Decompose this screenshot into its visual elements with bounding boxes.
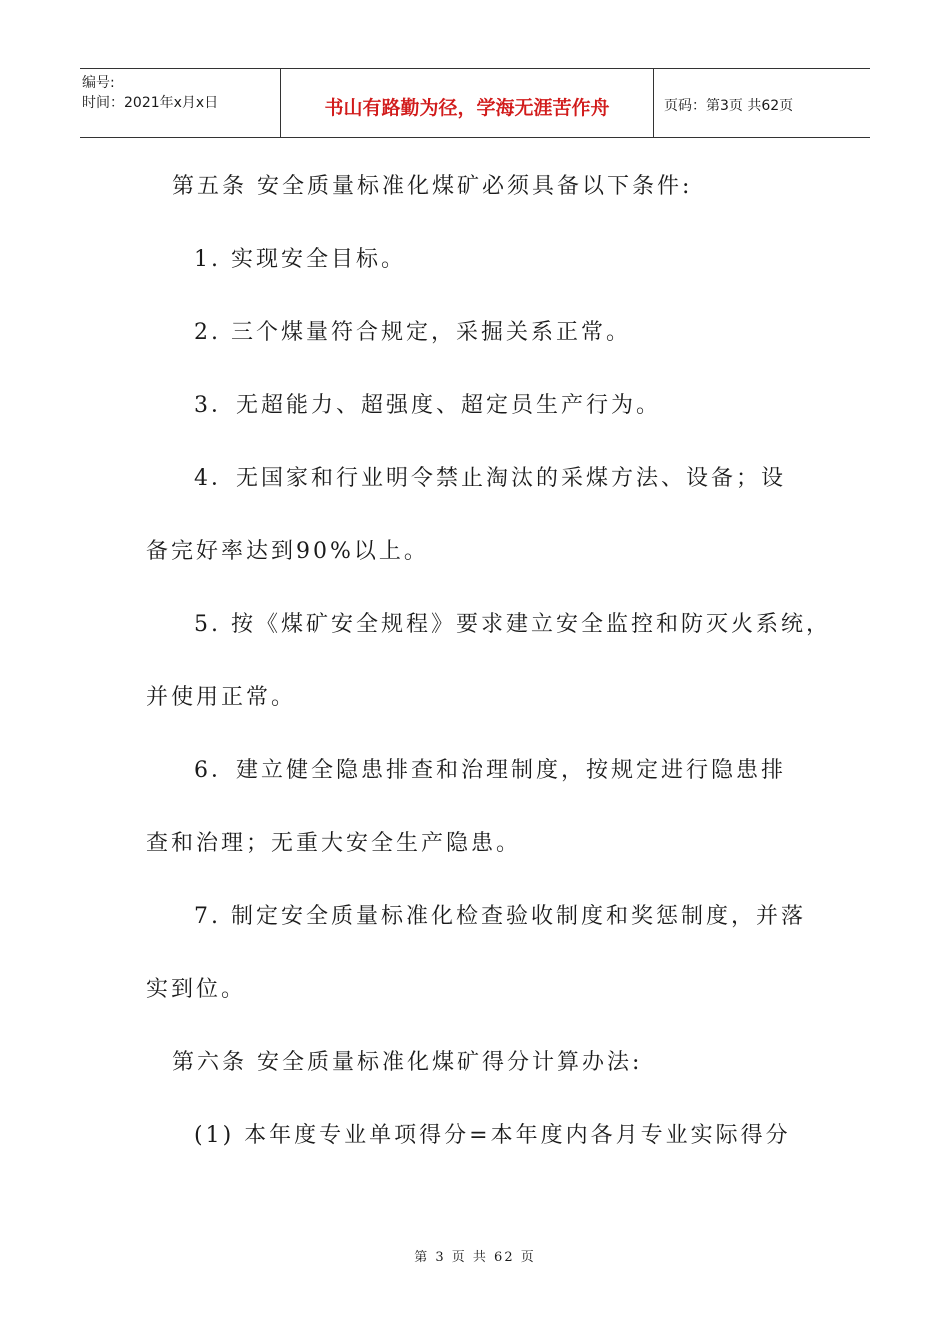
formula-1: (1) 本年度专业单项得分=本年度内各月专业实际得分 xyxy=(194,1123,791,1148)
document-body xyxy=(146,150,831,1172)
condition-1: 1. 实现安全目标。 xyxy=(194,247,406,272)
condition-4-line-2: 备完好率达到90%以上。 xyxy=(146,539,429,564)
condition-6-line-1: 6．建立健全隐患排查和治理制度，按规定进行隐患排 xyxy=(194,758,786,783)
header-meta xyxy=(80,69,281,137)
condition-2: 2. 三个煤量符合规定，采掘关系正常。 xyxy=(194,320,631,345)
condition-7-line-2: 实到位。 xyxy=(146,977,247,1002)
article-5-heading: 第五条 安全质量标准化煤矿必须具备以下条件: xyxy=(172,174,693,199)
condition-7-line-1: 7. 制定安全质量标准化检查验收制度和奖惩制度，并落 xyxy=(194,904,806,929)
condition-5-line-1: 5. 按《煤矿安全规程》要求建立安全监控和防灭火系统， xyxy=(194,612,831,637)
condition-3: 3．无超能力、超强度、超定员生产行为。 xyxy=(194,393,661,418)
header-motto: 书山有路勤为径，学海无涯苦作舟 xyxy=(281,69,654,137)
article-6-heading: 第六条 安全质量标准化煤矿得分计算办法: xyxy=(172,1050,643,1075)
document-time: 时间：2021年x月x日 xyxy=(82,95,219,111)
page-footer: 第 3 页 共 62 页 xyxy=(414,1250,536,1265)
condition-5-line-2: 并使用正常。 xyxy=(146,685,297,710)
header-page-info: 页码：第3页 共62页 xyxy=(664,98,794,114)
condition-6-line-2: 查和治理；无重大安全生产隐患。 xyxy=(146,831,522,856)
page-header xyxy=(80,68,870,138)
document-number-label: 编号: xyxy=(82,75,115,91)
condition-4-line-1: 4．无国家和行业明令禁止淘汰的采煤方法、设备；设 xyxy=(194,466,786,491)
